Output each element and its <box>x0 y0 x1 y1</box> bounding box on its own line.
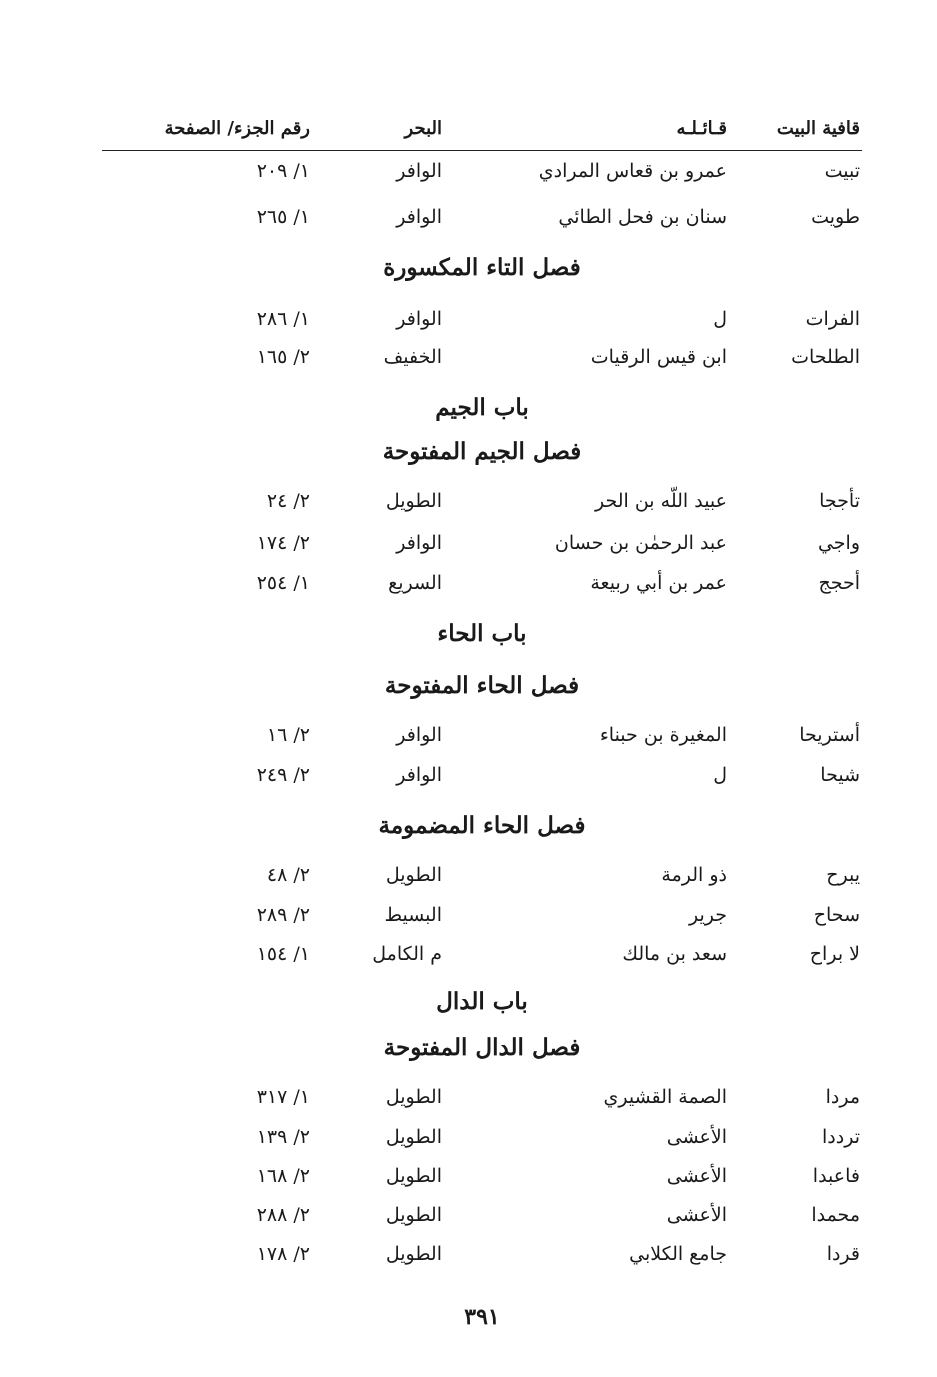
table-row <box>102 902 862 934</box>
table-row <box>102 344 862 376</box>
rhyme-cell: يبرح <box>826 864 860 886</box>
reference-cell: ١/ ٢٨٦ <box>256 308 310 330</box>
rhyme-cell: لا براح <box>809 943 860 965</box>
poet-cell: سعد بن مالك <box>622 943 727 965</box>
meter-cell: السريع <box>388 572 442 594</box>
rhyme-cell: واجي <box>817 532 860 554</box>
table-row <box>102 158 862 190</box>
rhyme-cell: قردا <box>826 1243 860 1265</box>
meter-cell: الطويل <box>385 864 442 886</box>
header-ref: رقم الجزء/ الصفحة <box>164 118 310 139</box>
section-heading: فصل الدال المفتوحة <box>383 1034 581 1061</box>
table-row <box>102 1241 862 1273</box>
rhyme-cell: أستريحا <box>799 724 860 746</box>
meter-cell: الوافر <box>396 160 442 182</box>
meter-cell: الطويل <box>385 1126 442 1148</box>
rhyme-cell: الطلحات <box>791 346 860 368</box>
poet-cell: عمر بن أبي ربيعة <box>590 572 727 594</box>
poet-cell: عمرو بن قعاس المرادي <box>538 160 727 182</box>
meter-cell: الوافر <box>396 308 442 330</box>
table-row <box>102 488 862 520</box>
poet-cell: الأعشى <box>666 1126 727 1148</box>
table-row <box>102 570 862 602</box>
table-row <box>102 1202 862 1234</box>
poet-cell: ل <box>713 308 727 330</box>
rhyme-cell: طويت <box>811 206 860 228</box>
rhyme-cell: تأججا <box>819 490 860 512</box>
rhyme-cell: فاعبدا <box>812 1165 860 1187</box>
poet-cell: عبد الرحمٰن بن حسان <box>554 532 727 554</box>
rhyme-cell: أحجج <box>818 572 860 594</box>
table-row <box>102 530 862 562</box>
meter-cell: الطويل <box>385 490 442 512</box>
section-heading: فصل التاء المكسورة <box>383 254 581 281</box>
table-row <box>102 722 862 754</box>
poet-cell: الأعشى <box>666 1165 727 1187</box>
reference-cell: ٢/ ١٦ <box>266 724 310 746</box>
table-row <box>102 1163 862 1195</box>
reference-cell: ٢/ ١٧٨ <box>256 1243 310 1265</box>
rhyme-cell: محمدا <box>811 1204 860 1226</box>
meter-cell: الوافر <box>396 532 442 554</box>
table-row <box>102 762 862 794</box>
header-poet: قـائـلـه <box>676 118 727 139</box>
meter-cell: الوافر <box>396 764 442 786</box>
poet-cell: ذو الرمة <box>661 864 727 886</box>
poet-cell: المغيرة بن حبناء <box>599 724 727 746</box>
reference-cell: ٢/ ١٧٤ <box>256 532 310 554</box>
section-heading: باب الجيم <box>435 394 529 421</box>
section-heading: باب الدال <box>436 988 528 1015</box>
section-heading: باب الحاء <box>437 620 527 647</box>
meter-cell: الطويل <box>385 1204 442 1226</box>
meter-cell: البسيط <box>384 904 442 926</box>
meter-cell: الطويل <box>385 1086 442 1108</box>
poet-cell: الأعشى <box>666 1204 727 1226</box>
table-row <box>102 1124 862 1156</box>
header-rhyme: قافية البيت <box>776 118 860 139</box>
reference-cell: ٢/ ٤٨ <box>266 864 310 886</box>
meter-cell: الطويل <box>385 1165 442 1187</box>
poet-cell: سنان بن فحل الطائي <box>558 206 727 228</box>
meter-cell: م الكامل <box>372 943 442 965</box>
table-row <box>102 306 862 338</box>
rhyme-cell: مردا <box>825 1086 860 1108</box>
table-row <box>102 862 862 894</box>
poet-cell: ابن قيس الرقيات <box>590 346 727 368</box>
meter-cell: الوافر <box>396 724 442 746</box>
rhyme-cell: شيحا <box>820 764 860 786</box>
reference-cell: ٢/ ١٣٩ <box>256 1126 310 1148</box>
rhyme-cell: سحاح <box>813 904 860 926</box>
reference-cell: ٢/ ٢٤٩ <box>256 764 310 786</box>
section-heading: فصل الجيم المفتوحة <box>382 438 582 465</box>
table-row <box>102 1084 862 1116</box>
reference-cell: ٢/ ٢٨٨ <box>256 1204 310 1226</box>
table-row <box>102 941 862 973</box>
reference-cell: ١/ ٣١٧ <box>256 1086 310 1108</box>
poet-cell: عبيد اللّه بن الحر <box>594 490 727 512</box>
table-header <box>102 114 862 151</box>
table-row <box>102 204 862 236</box>
poet-cell: جامع الكلابي <box>629 1243 727 1265</box>
reference-cell: ٢/ ٢٤ <box>266 490 310 512</box>
meter-cell: الوافر <box>396 206 442 228</box>
reference-cell: ١/ ١٥٤ <box>256 943 310 965</box>
poet-cell: ل <box>713 764 727 786</box>
header-meter: البحر <box>404 118 442 139</box>
poet-cell: الصمة القشيري <box>603 1086 727 1108</box>
reference-cell: ٢/ ١٦٥ <box>256 346 310 368</box>
section-heading: فصل الحاء المفتوحة <box>384 672 580 699</box>
poet-cell: جرير <box>689 904 727 926</box>
rhyme-cell: تبيت <box>824 160 860 182</box>
reference-cell: ١/ ٢٠٩ <box>256 160 310 182</box>
page-number: ٣٩١ <box>464 1304 500 1330</box>
reference-cell: ١/ ٢٦٥ <box>256 206 310 228</box>
reference-cell: ٢/ ٢٨٩ <box>256 904 310 926</box>
reference-cell: ٢/ ١٦٨ <box>256 1165 310 1187</box>
reference-cell: ١/ ٢٥٤ <box>256 572 310 594</box>
meter-cell: الخفيف <box>383 346 442 368</box>
rhyme-cell: الفرات <box>805 308 860 330</box>
rhyme-cell: ترددا <box>822 1126 860 1148</box>
section-heading: فصل الحاء المضمومة <box>378 812 586 839</box>
meter-cell: الطويل <box>385 1243 442 1265</box>
